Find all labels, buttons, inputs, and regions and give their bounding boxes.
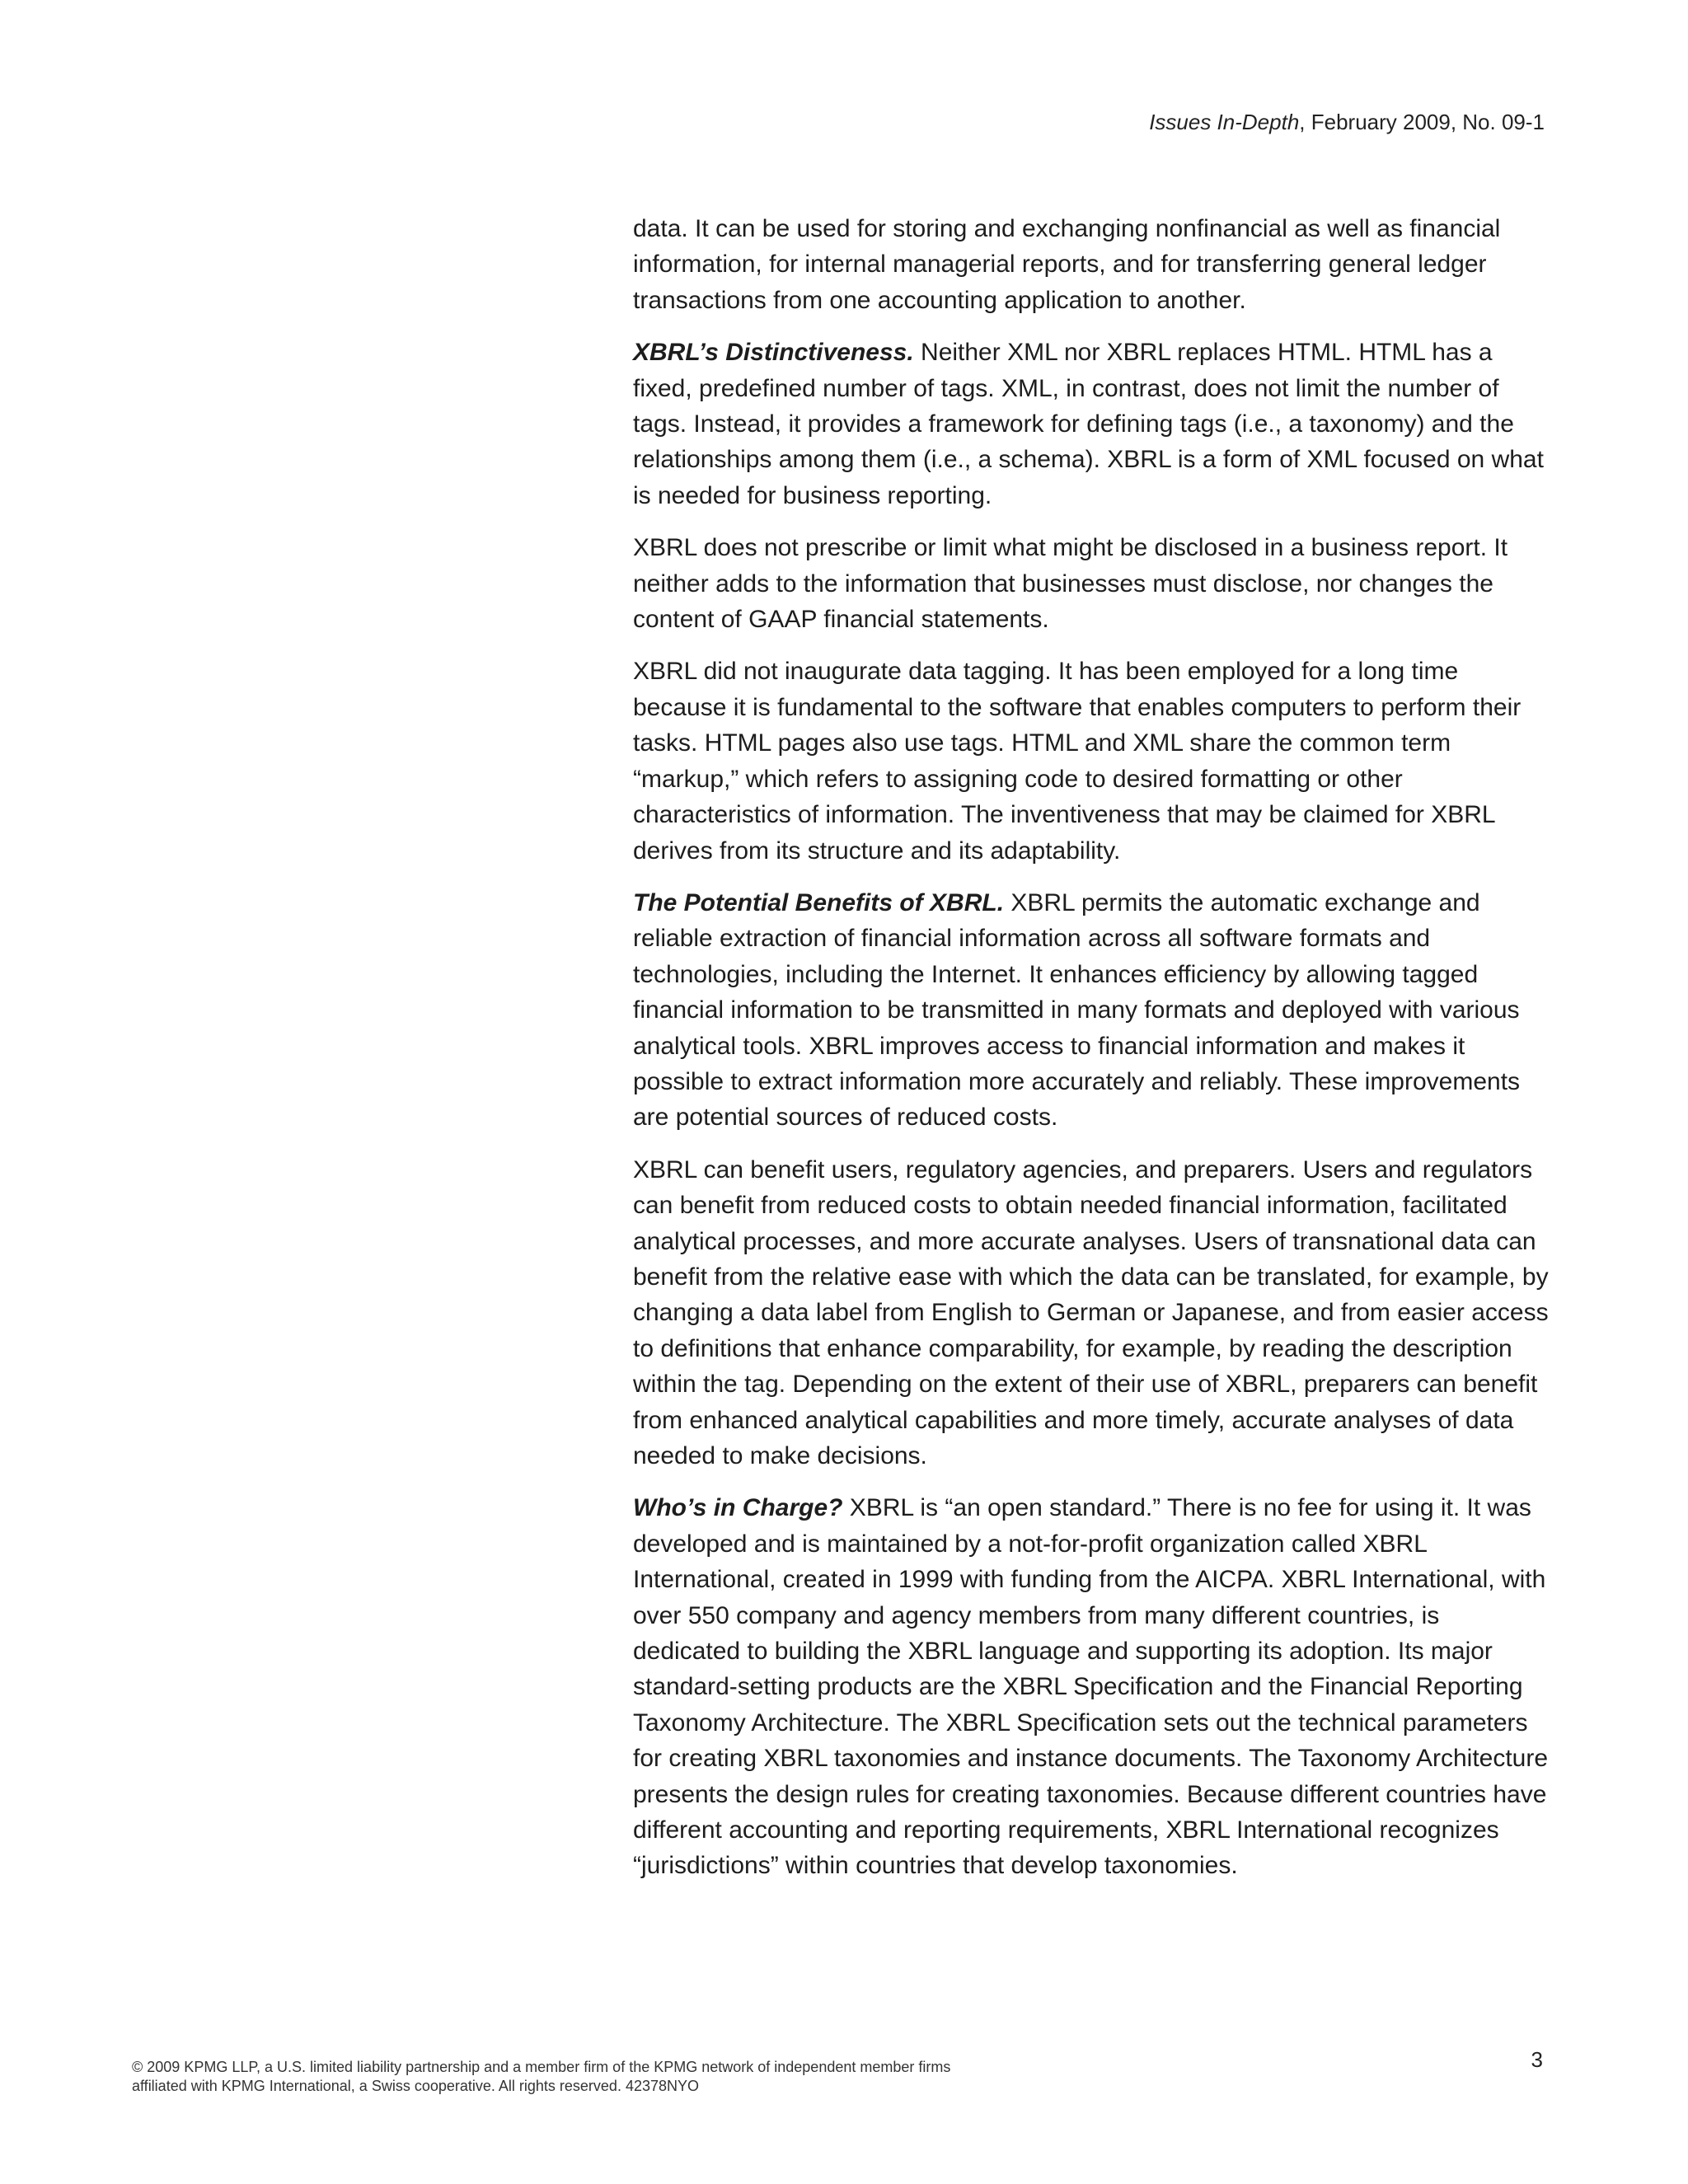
paragraph-text: XBRL is “an open standard.” There is no fee for using it. It was developed and is maintained by a not-for-profit organization called XBRL International, created in 1999 with funding from the AICPA. XBRL International, with over 550 company and agency members from many different countries, is dedicated to building the XBRL language and supporting its adoption. Its major standard-setting products are the XBRL Specification and the Financial Reporting Taxonomy Architecture. The XBRL Specification sets out the technical parameters for creating XBRL taxonomies and instance documents. The Taxonomy Architecture presents the design rules for creating taxonomies. Because different countries have different accounting and reporting requirements, XBRL International recognizes “jurisdictions” within countries that develop taxonomies. [633, 1494, 1549, 1880]
paragraph-text: XBRL can benefit users, regulatory agencies, and preparers. Users and regulators can benefit from reduced costs to obtain needed financial information, facilitated analytical processes, and more accurate analyses. Users of transnational data can benefit from the relative ease with which the data can be translated, for example, by changing a data label from English to German or Japanese, and from easier access to definitions that enhance comparability, for example, by reading the description within the tag. Depending on the extent of their use of XBRL, preparers can benefit from enhanced analytical capabilities and more timely, accurate analyses of data needed to make decisions. [633, 1155, 1549, 1469]
paragraph-lead-distinctiveness: XBRL’s Distinctiveness. [633, 339, 914, 367]
paragraph-lead-whos-in-charge: Who’s in Charge? [633, 1494, 843, 1522]
paragraph-text: data. It can be used for storing and exchanging nonfinancial as well as financial information, for internal managerial reports, and for transferring general ledger transactions from one accounting application to another. [633, 215, 1501, 314]
paragraph-7 [633, 1490, 1550, 1883]
paragraph-5 [633, 885, 1550, 1136]
paragraph-2 [633, 335, 1550, 513]
paragraph-text: Neither XML nor XBRL replaces HTML. HTML has a fixed, predefined number of tags. XML, in contrast, does not limit the number of tags. Instead, it provides a framework for defining tags (i.e., a taxonomy) and the relationships among them (i.e., a schema). XBRL is a form of XML focused on what is needed for business reporting. [633, 339, 1544, 509]
copyright-line-2: affiliated with KPMG International, a Swiss cooperative. All rights reserved. 42378NYO [132, 2078, 700, 2094]
page-number: 3 [1531, 2047, 1543, 2072]
copyright-footer [132, 2058, 1203, 2096]
paragraph-lead-benefits: The Potential Benefits of XBRL. [633, 888, 1005, 916]
copyright-line-1: © 2009 KPMG LLP, a U.S. limited liability partnership and a member firm of the KPMG network of independent member firms [132, 2059, 951, 2075]
publication-title: Issues In-Depth [1149, 110, 1300, 134]
paragraph-text: XBRL did not inaugurate data tagging. It has been employed for a long time because it is fundamental to the software that enables computers to perform their tasks. HTML pages also use tags. HTML and XML share the common term “markup,” which refers to assigning code to desired formatting or other characteristics of information. The inventiveness that may be claimed for XBRL derives from its structure and its adaptability. [633, 658, 1522, 865]
running-header [1149, 107, 1545, 137]
issue-info: , February 2009, No. 09-1 [1299, 110, 1545, 134]
paragraph-6 [633, 1152, 1550, 1474]
paragraph-text: XBRL does not prescribe or limit what might be disclosed in a business report. It neither adds to the information that businesses must disclose, nor changes the content of GAAP financial statements. [633, 534, 1508, 634]
article-body [633, 211, 1550, 1900]
paragraph-3 [633, 530, 1550, 637]
paragraph-1 [633, 211, 1550, 318]
paragraph-text: XBRL permits the automatic exchange and reliable extraction of financial information across all software formats and technologies, including the Internet. It enhances efficiency by allowing tagged financial information to be transmitted in many formats and deployed with various analytical tools. XBRL improves access to financial information and makes it possible to extract information more accurately and reliably. These improvements are potential sources of reduced costs. [633, 888, 1521, 1132]
paragraph-4 [633, 654, 1550, 868]
